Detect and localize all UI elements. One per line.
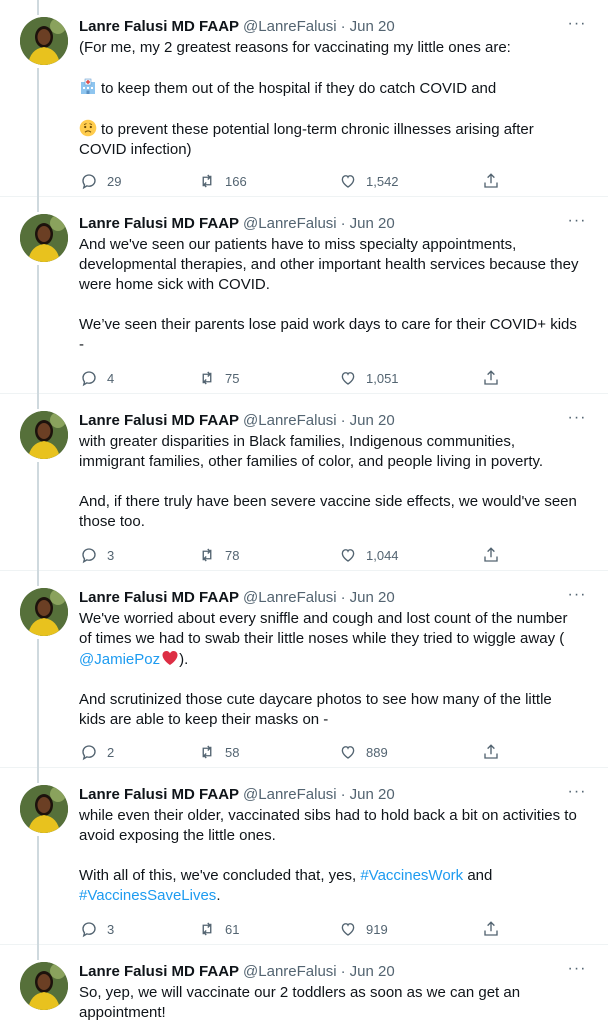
reply-button[interactable] [72, 362, 114, 394]
blank-line [79, 295, 594, 315]
tweet-actions [72, 736, 512, 768]
tweet-date[interactable]: Jun 20 [349, 17, 395, 35]
tweet-actions [72, 165, 512, 197]
share-icon [482, 546, 500, 564]
tweet-date[interactable]: Jun 20 [349, 588, 395, 606]
retweet-button[interactable] [190, 362, 239, 394]
tweet-text [79, 38, 594, 160]
retweet-button[interactable] [190, 913, 239, 945]
share-icon [482, 920, 500, 938]
thread-connector-line [37, 68, 39, 197]
retweet-count: 61 [225, 921, 240, 937]
text-line [79, 119, 594, 140]
text-line: of times we had to swab their little noses while they tried to wiggle away ( [79, 630, 565, 647]
retweet-count: 58 [225, 744, 240, 760]
text-line: We've worried about every sniffle and cough and lost count of the number [79, 610, 568, 627]
profile-photo-icon [20, 17, 68, 65]
share-button[interactable] [474, 165, 509, 197]
author-name[interactable]: Lanre Falusi MD FAAP [79, 411, 240, 429]
thread-connector-line [37, 0, 39, 15]
author-handle[interactable]: @LanreFalusi [243, 785, 337, 803]
reply-button[interactable] [72, 736, 114, 768]
text-line [79, 78, 594, 99]
reply-icon [80, 743, 98, 761]
avatar[interactable] [20, 411, 68, 459]
text-line-content: to keep them out of the hospital if they do catch COVID and [101, 80, 497, 97]
text-line: avoid exposing the little ones. [79, 827, 276, 844]
like-button[interactable] [331, 539, 399, 571]
tweet[interactable] [0, 0, 608, 197]
heart-icon [339, 172, 357, 190]
retweet-icon [198, 920, 216, 938]
thread-connector-line [37, 836, 39, 945]
blank-line [79, 670, 594, 690]
author-name[interactable]: Lanre Falusi MD FAAP [79, 588, 240, 606]
like-count: 1,044 [366, 547, 399, 563]
text-line: COVID infection) [79, 141, 192, 158]
more-options-icon[interactable]: ··· [567, 15, 587, 32]
separator-dot: · [340, 214, 346, 232]
like-count: 919 [366, 921, 388, 937]
tweet-header [79, 16, 588, 36]
text-line: And scrutinized those cute daycare photos to see how many of the little [79, 691, 552, 708]
text-line: We’ve seen their parents lose paid work days to care for their COVID+ kids [79, 316, 577, 333]
author-name[interactable]: Lanre Falusi MD FAAP [79, 17, 240, 35]
thread-connector-line [37, 197, 39, 212]
thread-connector-line [37, 768, 39, 783]
reply-icon [80, 920, 98, 938]
reply-count: 4 [107, 370, 115, 386]
tweet-date[interactable]: Jun 20 [349, 411, 395, 429]
tweet-header [79, 587, 588, 607]
text-line: kids are able to keep their masks on - [79, 711, 329, 728]
text-line: - [79, 336, 84, 353]
retweet-icon [198, 743, 216, 761]
more-options-icon[interactable]: ··· [567, 212, 587, 229]
text-line [79, 886, 594, 906]
thread-connector-line [37, 462, 39, 571]
share-button[interactable] [474, 736, 509, 768]
heart-icon [339, 920, 357, 938]
blank-line [79, 472, 594, 492]
retweet-count: 75 [225, 370, 240, 386]
reply-count: 3 [107, 921, 115, 937]
author-handle[interactable]: @LanreFalusi [243, 962, 337, 980]
reply-count: 2 [107, 744, 115, 760]
text-line [79, 649, 594, 670]
hashtag-link[interactable]: #VaccinesSaveLives [79, 887, 217, 904]
retweet-count: 78 [225, 547, 240, 563]
author-name[interactable]: Lanre Falusi MD FAAP [79, 962, 240, 980]
more-options-icon[interactable]: ··· [567, 960, 587, 977]
text-line-content: ). [179, 651, 189, 668]
tweet-date[interactable]: Jun 20 [349, 785, 395, 803]
heart-icon [339, 546, 357, 564]
blank-line [79, 846, 594, 866]
retweet-button[interactable] [190, 736, 239, 768]
share-icon [482, 369, 500, 387]
reply-icon [80, 369, 98, 387]
share-button[interactable] [474, 362, 509, 394]
retweet-button[interactable] [190, 539, 239, 571]
tweet-text [79, 983, 594, 1023]
tweet-text [79, 806, 594, 906]
text-line: with greater disparities in Black families, Indigenous communities, [79, 433, 516, 450]
thread-connector-line [37, 571, 39, 586]
tweet-text [79, 609, 594, 730]
tweet-actions [72, 913, 512, 945]
text-line: So, yep, we will vaccinate our 2 toddlers as soon as we can get an [79, 984, 521, 1001]
reply-icon [80, 172, 98, 190]
avatar[interactable] [20, 962, 68, 1010]
more-options-icon[interactable]: ··· [567, 783, 587, 800]
tweet-header [79, 784, 588, 804]
tweet[interactable] [0, 945, 608, 1030]
text-line: And, if there truly have been severe vaccine side effects, we would've seen [79, 493, 577, 510]
text-line: (For me, my 2 greatest reasons for vaccinating my little ones are: [79, 39, 511, 56]
author-name[interactable]: Lanre Falusi MD FAAP [79, 214, 240, 232]
author-handle[interactable]: @LanreFalusi [243, 214, 337, 232]
tweet-header [79, 961, 588, 981]
tweet[interactable] [0, 768, 608, 945]
text-line: immigrant families, other families of color, and people living in poverty. [79, 453, 544, 470]
like-count: 1,542 [366, 173, 399, 189]
like-button[interactable] [331, 165, 399, 197]
separator-dot: · [340, 588, 346, 606]
reply-count: 3 [107, 547, 115, 563]
red-heart-emoji-icon [161, 649, 179, 667]
text-line [79, 866, 594, 886]
tweet-date[interactable]: Jun 20 [349, 214, 395, 232]
text-line-content: . [216, 887, 221, 904]
profile-photo-icon [20, 214, 68, 262]
share-icon [482, 743, 500, 761]
text-line: And we've seen our patients have to miss specialty appointments, [79, 236, 517, 253]
profile-photo-icon [20, 588, 68, 636]
reply-button[interactable] [72, 913, 114, 945]
hospital-emoji-icon [79, 78, 97, 96]
tweet-header [79, 213, 588, 233]
share-icon [482, 172, 500, 190]
reply-button[interactable] [72, 165, 121, 197]
worried-face-emoji-icon [79, 119, 97, 137]
share-button[interactable] [474, 539, 509, 571]
reply-icon [80, 546, 98, 564]
heart-icon [339, 369, 357, 387]
retweet-button[interactable] [190, 165, 247, 197]
thread-connector-line [37, 394, 39, 409]
profile-photo-icon [20, 962, 68, 1010]
retweet-icon [198, 369, 216, 387]
text-line-content: and [467, 867, 493, 884]
text-line: developmental therapies, and other important health services because they [79, 256, 579, 273]
profile-photo-icon [20, 411, 68, 459]
hashtag-link[interactable]: #VaccinesWork [360, 867, 464, 884]
reply-count: 29 [107, 173, 122, 189]
tweet-date[interactable]: Jun 20 [349, 962, 395, 980]
share-button[interactable] [474, 913, 509, 945]
tweet[interactable] [0, 571, 608, 768]
author-handle[interactable]: @LanreFalusi [243, 17, 337, 35]
like-button[interactable] [331, 736, 388, 768]
like-button[interactable] [331, 913, 388, 945]
mention-link[interactable]: @JamiePoz [79, 651, 161, 668]
separator-dot: · [340, 785, 346, 803]
thread-connector-line [37, 639, 39, 768]
tweet-text [79, 432, 594, 532]
more-options-icon[interactable]: ··· [567, 586, 587, 603]
blank-line [79, 99, 594, 119]
author-handle[interactable]: @LanreFalusi [243, 411, 337, 429]
author-handle[interactable]: @LanreFalusi [243, 588, 337, 606]
like-button[interactable] [331, 362, 399, 394]
text-line: while even their older, vaccinated sibs had to hold back a bit on activities to [79, 807, 577, 824]
tweet[interactable] [0, 394, 608, 571]
more-options-icon[interactable]: ··· [567, 409, 587, 426]
like-count: 1,051 [366, 370, 399, 386]
text-line: were home sick with COVID. [79, 276, 270, 293]
profile-photo-icon [20, 785, 68, 833]
separator-dot: · [340, 411, 346, 429]
avatar[interactable] [20, 214, 68, 262]
tweet-actions [72, 362, 512, 394]
retweet-icon [198, 172, 216, 190]
author-name[interactable]: Lanre Falusi MD FAAP [79, 785, 240, 803]
avatar[interactable] [20, 588, 68, 636]
thread-connector-line [37, 945, 39, 960]
reply-button[interactable] [72, 539, 114, 571]
like-count: 889 [366, 744, 388, 760]
thread-connector-line [37, 265, 39, 394]
separator-dot: · [340, 962, 346, 980]
heart-icon [339, 743, 357, 761]
retweet-count: 166 [225, 173, 247, 189]
separator-dot: · [340, 17, 346, 35]
text-line: those too. [79, 513, 145, 530]
text-line-content: With all of this, we've concluded that, yes, [79, 867, 357, 884]
text-line-content: to prevent these potential long-term chronic illnesses arising after [101, 121, 534, 138]
retweet-icon [198, 546, 216, 564]
tweet[interactable] [0, 197, 608, 394]
text-line: appointment! [79, 1004, 166, 1021]
blank-line [79, 58, 594, 78]
avatar[interactable] [20, 17, 68, 65]
tweet-text [79, 235, 594, 355]
tweet-header [79, 410, 588, 430]
avatar[interactable] [20, 785, 68, 833]
tweet-actions [72, 539, 512, 571]
